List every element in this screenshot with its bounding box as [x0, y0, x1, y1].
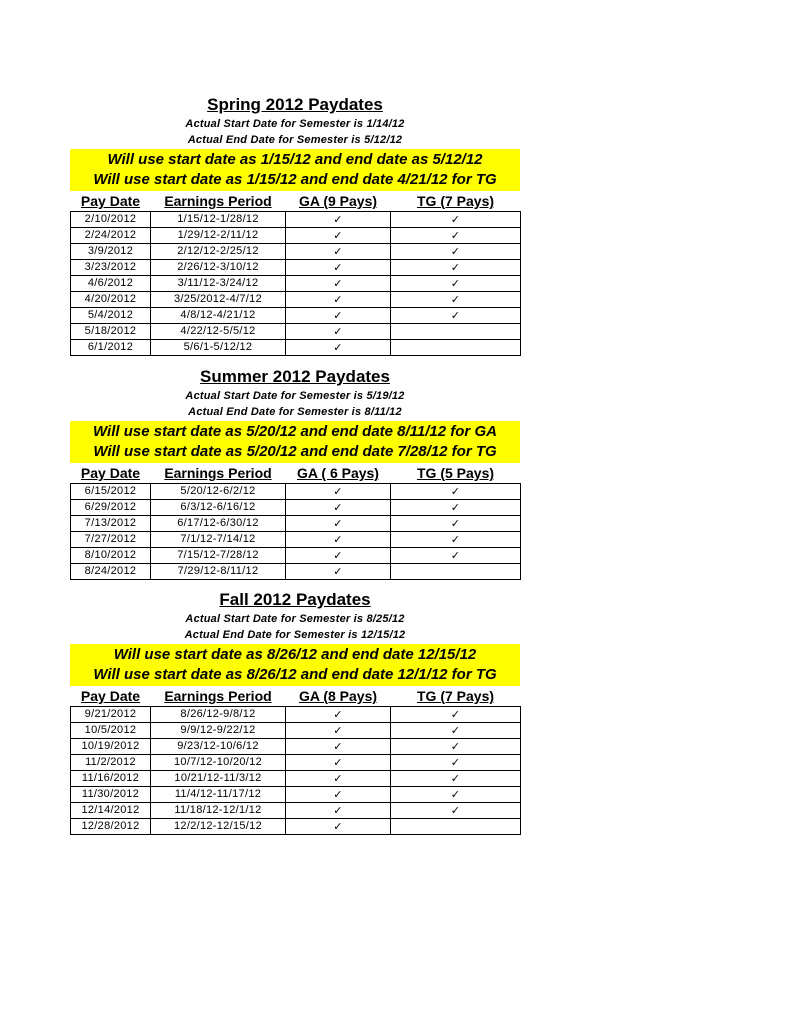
pay-date-cell: 9/21/2012: [71, 707, 151, 723]
table-row: [71, 212, 521, 228]
earnings-period-cell: 4/8/12-4/21/12: [151, 308, 286, 324]
pay-date-header: Pay Date: [80, 465, 141, 481]
earnings-period-header: Earnings Period: [164, 193, 272, 209]
table-header-row: [71, 191, 521, 212]
banner-line: Will use start date as 5/20/12 and end date 7/28/12 for TG: [93, 443, 497, 460]
pay-date-cell: 3/9/2012: [71, 244, 151, 260]
table-row: [71, 723, 521, 739]
ga-cell: [286, 324, 391, 340]
earnings-period-cell: 3/11/12-3/24/12: [151, 276, 286, 292]
earnings-period-cell: 6/17/12-6/30/12: [151, 516, 286, 532]
earnings-period-cell: 7/1/12-7/14/12: [151, 532, 286, 548]
earnings-period-cell: 2/26/12-3/10/12: [151, 260, 286, 276]
check-icon: ✓: [333, 309, 343, 322]
ga-cell: [286, 500, 391, 516]
spring-title: Spring 2012 Paydates: [207, 95, 383, 114]
pay-date-cell: 10/5/2012: [71, 723, 151, 739]
earnings-period-cell: 9/23/12-10/6/12: [151, 739, 286, 755]
earnings-period-cell: 3/25/2012-4/7/12: [151, 292, 286, 308]
table-row: [71, 260, 521, 276]
table-row: [71, 308, 521, 324]
check-icon: ✓: [333, 565, 343, 578]
check-icon: ✓: [450, 549, 461, 562]
check-icon: ✓: [450, 213, 461, 226]
table-row: [71, 548, 521, 564]
banner-line: Will use start date as 8/26/12 and end date 12/15/12: [113, 646, 477, 663]
actual-end-note: Actual End Date for Semester is 12/15/12: [184, 629, 406, 641]
earnings-period-cell: 11/18/12-12/1/12: [151, 803, 286, 819]
check-icon: ✓: [450, 245, 461, 258]
check-icon: ✓: [450, 740, 461, 753]
table-row: [71, 500, 521, 516]
tg-header: TG (7 Pays): [416, 193, 495, 209]
check-icon: ✓: [333, 724, 343, 737]
earnings-period-cell: 5/20/12-6/2/12: [151, 484, 286, 500]
ga-cell: [286, 244, 391, 260]
spring-section: [70, 94, 520, 356]
pay-date-cell: 8/10/2012: [71, 548, 151, 564]
check-icon: ✓: [450, 724, 461, 737]
check-icon: ✓: [333, 533, 343, 546]
check-icon: ✓: [450, 229, 461, 242]
check-icon: ✓: [333, 293, 343, 306]
tg-cell: [391, 739, 521, 755]
earnings-period-header: Earnings Period: [164, 465, 272, 481]
tg-cell: [391, 516, 521, 532]
check-icon: ✓: [450, 772, 461, 785]
pay-date-cell: 6/15/2012: [71, 484, 151, 500]
pay-date-cell: 6/29/2012: [71, 500, 151, 516]
tg-cell: [391, 548, 521, 564]
pay-date-cell: 7/27/2012: [71, 532, 151, 548]
earnings-period-cell: 2/12/12-2/25/12: [151, 244, 286, 260]
check-icon: ✓: [450, 708, 461, 721]
check-icon: ✓: [333, 772, 343, 785]
actual-end-note: Actual End Date for Semester is 5/12/12: [187, 134, 403, 146]
table-row: [71, 755, 521, 771]
pay-date-cell: 11/30/2012: [71, 787, 151, 803]
ga-cell: [286, 212, 391, 228]
pay-date-cell: 11/2/2012: [71, 755, 151, 771]
pay-date-cell: 2/24/2012: [71, 228, 151, 244]
ga-cell: [286, 340, 391, 356]
paydate-table: [70, 686, 521, 835]
check-icon: ✓: [450, 293, 461, 306]
tg-cell: [391, 228, 521, 244]
check-icon: ✓: [333, 708, 343, 721]
check-icon: ✓: [450, 501, 461, 514]
tg-cell: [391, 803, 521, 819]
pay-date-cell: 11/16/2012: [71, 771, 151, 787]
check-icon: ✓: [450, 485, 461, 498]
ga-cell: [286, 819, 391, 835]
tg-cell: [391, 292, 521, 308]
ga-cell: [286, 787, 391, 803]
tg-cell: [391, 244, 521, 260]
check-icon: ✓: [333, 229, 343, 242]
tg-cell: [391, 340, 521, 356]
earnings-period-header: Earnings Period: [164, 688, 272, 704]
table-row: [71, 739, 521, 755]
tg-cell: [391, 755, 521, 771]
check-icon: ✓: [333, 325, 343, 338]
check-icon: ✓: [450, 788, 461, 801]
check-icon: ✓: [450, 804, 461, 817]
ga-cell: [286, 532, 391, 548]
check-icon: ✓: [450, 517, 461, 530]
table-row: [71, 819, 521, 835]
table-row: [71, 324, 521, 340]
pay-date-cell: 4/6/2012: [71, 276, 151, 292]
check-icon: ✓: [450, 309, 461, 322]
tg-cell: [391, 787, 521, 803]
check-icon: ✓: [333, 740, 343, 753]
table-row: [71, 228, 521, 244]
actual-start-note: Actual Start Date for Semester is 1/14/12: [185, 118, 405, 130]
actual-start-note: Actual Start Date for Semester is 5/19/12: [185, 390, 405, 402]
pay-date-cell: 2/10/2012: [71, 212, 151, 228]
pay-date-cell: 5/18/2012: [71, 324, 151, 340]
ga-header: GA (8 Pays): [298, 688, 378, 704]
pay-date-cell: 8/24/2012: [71, 564, 151, 580]
tg-cell: [391, 276, 521, 292]
pay-date-cell: 5/4/2012: [71, 308, 151, 324]
earnings-period-cell: 7/29/12-8/11/12: [151, 564, 286, 580]
banner-line: Will use start date as 1/15/12 and end date 4/21/12 for TG: [93, 171, 497, 188]
check-icon: ✓: [333, 501, 343, 514]
pay-date-cell: 4/20/2012: [71, 292, 151, 308]
tg-cell: [391, 707, 521, 723]
pay-date-header: Pay Date: [80, 193, 141, 209]
check-icon: ✓: [333, 517, 343, 530]
check-icon: ✓: [450, 533, 461, 546]
highlight-banner: [70, 149, 520, 191]
ga-cell: [286, 260, 391, 276]
earnings-period-cell: 10/7/12-10/20/12: [151, 755, 286, 771]
actual-end-note: Actual End Date for Semester is 8/11/12: [188, 406, 402, 418]
ga-cell: [286, 292, 391, 308]
pay-date-cell: 6/1/2012: [71, 340, 151, 356]
fall-section: [70, 589, 520, 835]
earnings-period-cell: 11/4/12-11/17/12: [151, 787, 286, 803]
table-row: [71, 484, 521, 500]
ga-cell: [286, 564, 391, 580]
earnings-period-cell: 1/29/12-2/11/12: [151, 228, 286, 244]
ga-header: GA ( 6 Pays): [297, 465, 379, 481]
earnings-period-cell: 8/26/12-9/8/12: [151, 707, 286, 723]
summer-section: [70, 366, 520, 580]
ga-cell: [286, 516, 391, 532]
check-icon: ✓: [333, 277, 343, 290]
ga-header: GA (9 Pays): [298, 193, 378, 209]
check-icon: ✓: [450, 277, 461, 290]
tg-header: TG (5 Pays): [416, 465, 495, 481]
tg-cell: [391, 212, 521, 228]
ga-cell: [286, 739, 391, 755]
earnings-period-cell: 12/2/12-12/15/12: [151, 819, 286, 835]
tg-cell: [391, 819, 521, 835]
check-icon: ✓: [333, 549, 343, 562]
check-icon: ✓: [333, 820, 343, 833]
ga-cell: [286, 484, 391, 500]
ga-cell: [286, 771, 391, 787]
table-row: [71, 276, 521, 292]
pay-date-cell: 12/14/2012: [71, 803, 151, 819]
table-row: [71, 564, 521, 580]
actual-start-note: Actual Start Date for Semester is 8/25/12: [185, 613, 405, 625]
ga-cell: [286, 707, 391, 723]
tg-cell: [391, 771, 521, 787]
earnings-period-cell: 1/15/12-1/28/12: [151, 212, 286, 228]
tg-cell: [391, 532, 521, 548]
ga-cell: [286, 755, 391, 771]
check-icon: ✓: [333, 213, 343, 226]
earnings-period-cell: 9/9/12-9/22/12: [151, 723, 286, 739]
check-icon: ✓: [333, 245, 343, 258]
ga-cell: [286, 548, 391, 564]
check-icon: ✓: [333, 261, 343, 274]
highlight-banner: [70, 421, 520, 463]
table-row: [71, 707, 521, 723]
tg-header: TG (7 Pays): [416, 688, 495, 704]
pay-date-cell: 3/23/2012: [71, 260, 151, 276]
fall-title: Fall 2012 Paydates: [219, 590, 371, 609]
paydate-table: [70, 191, 521, 356]
table-row: [71, 516, 521, 532]
table-row: [71, 771, 521, 787]
pay-date-cell: 7/13/2012: [71, 516, 151, 532]
highlight-banner: [70, 644, 520, 686]
tg-cell: [391, 564, 521, 580]
table-row: [71, 340, 521, 356]
ga-cell: [286, 723, 391, 739]
check-icon: ✓: [450, 261, 461, 274]
earnings-period-cell: 10/21/12-11/3/12: [151, 771, 286, 787]
paydate-table: [70, 463, 521, 580]
table-row: [71, 292, 521, 308]
earnings-period-cell: 5/6/1-5/12/12: [151, 340, 286, 356]
tg-cell: [391, 324, 521, 340]
tg-cell: [391, 308, 521, 324]
table-row: [71, 244, 521, 260]
earnings-period-cell: 7/15/12-7/28/12: [151, 548, 286, 564]
pay-date-header: Pay Date: [80, 688, 141, 704]
pay-date-cell: 10/19/2012: [71, 739, 151, 755]
banner-line: Will use start date as 8/26/12 and end date 12/1/12 for TG: [93, 666, 497, 683]
check-icon: ✓: [333, 756, 343, 769]
table-row: [71, 532, 521, 548]
table-row: [71, 787, 521, 803]
banner-line: Will use start date as 5/20/12 and end date 8/11/12 for GA: [93, 423, 497, 440]
pay-date-cell: 12/28/2012: [71, 819, 151, 835]
tg-cell: [391, 500, 521, 516]
check-icon: ✓: [333, 341, 343, 354]
ga-cell: [286, 228, 391, 244]
check-icon: ✓: [450, 756, 461, 769]
table-header-row: [71, 686, 521, 707]
earnings-period-cell: 6/3/12-6/16/12: [151, 500, 286, 516]
ga-cell: [286, 803, 391, 819]
table-header-row: [71, 463, 521, 484]
ga-cell: [286, 308, 391, 324]
ga-cell: [286, 276, 391, 292]
check-icon: ✓: [333, 804, 343, 817]
check-icon: ✓: [333, 788, 343, 801]
earnings-period-cell: 4/22/12-5/5/12: [151, 324, 286, 340]
summer-title: Summer 2012 Paydates: [200, 367, 390, 386]
banner-line: Will use start date as 1/15/12 and end date as 5/12/12: [107, 151, 483, 168]
tg-cell: [391, 484, 521, 500]
tg-cell: [391, 723, 521, 739]
check-icon: ✓: [333, 485, 343, 498]
tg-cell: [391, 260, 521, 276]
table-row: [71, 803, 521, 819]
